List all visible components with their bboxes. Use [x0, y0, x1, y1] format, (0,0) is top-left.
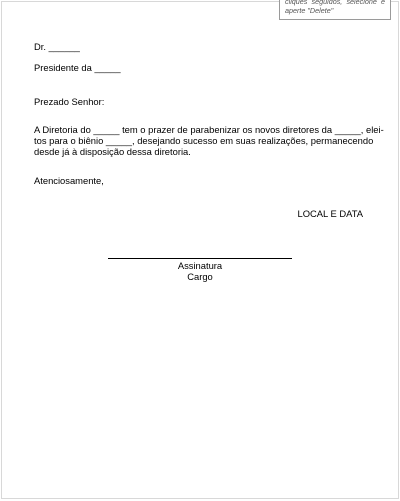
local-and-date: LOCAL E DATA [297, 208, 363, 219]
letter-body [34, 124, 384, 157]
letter-body-line-1: A Diretoria do _____ tem o prazer de parabenizar os novos diretores da _____, elei- [34, 124, 384, 135]
signature-block [108, 260, 292, 282]
letter-body-line-3: desde já à disposição dessa diretoria. [34, 146, 191, 157]
closing: Atenciosamente, [34, 175, 104, 186]
greeting: Prezado Senhor: [34, 96, 105, 107]
signature-line [108, 258, 292, 259]
instruction-note [279, 0, 391, 20]
instruction-note-line-1: cliques seguidos, selecione e [285, 0, 385, 6]
letter-body-line-2: tos para o biênio _____, desejando sucesso em suas realizações, permanecendo [34, 135, 374, 146]
document-page [1, 1, 399, 499]
instruction-note-line-2: aperte "Delete" [285, 6, 334, 15]
signature-label: Assinatura [177, 260, 223, 271]
recipient-dr: Dr. ______ [34, 41, 80, 52]
recipient-presidente: Presidente da _____ [34, 62, 121, 73]
position-label: Cargo [187, 271, 213, 282]
